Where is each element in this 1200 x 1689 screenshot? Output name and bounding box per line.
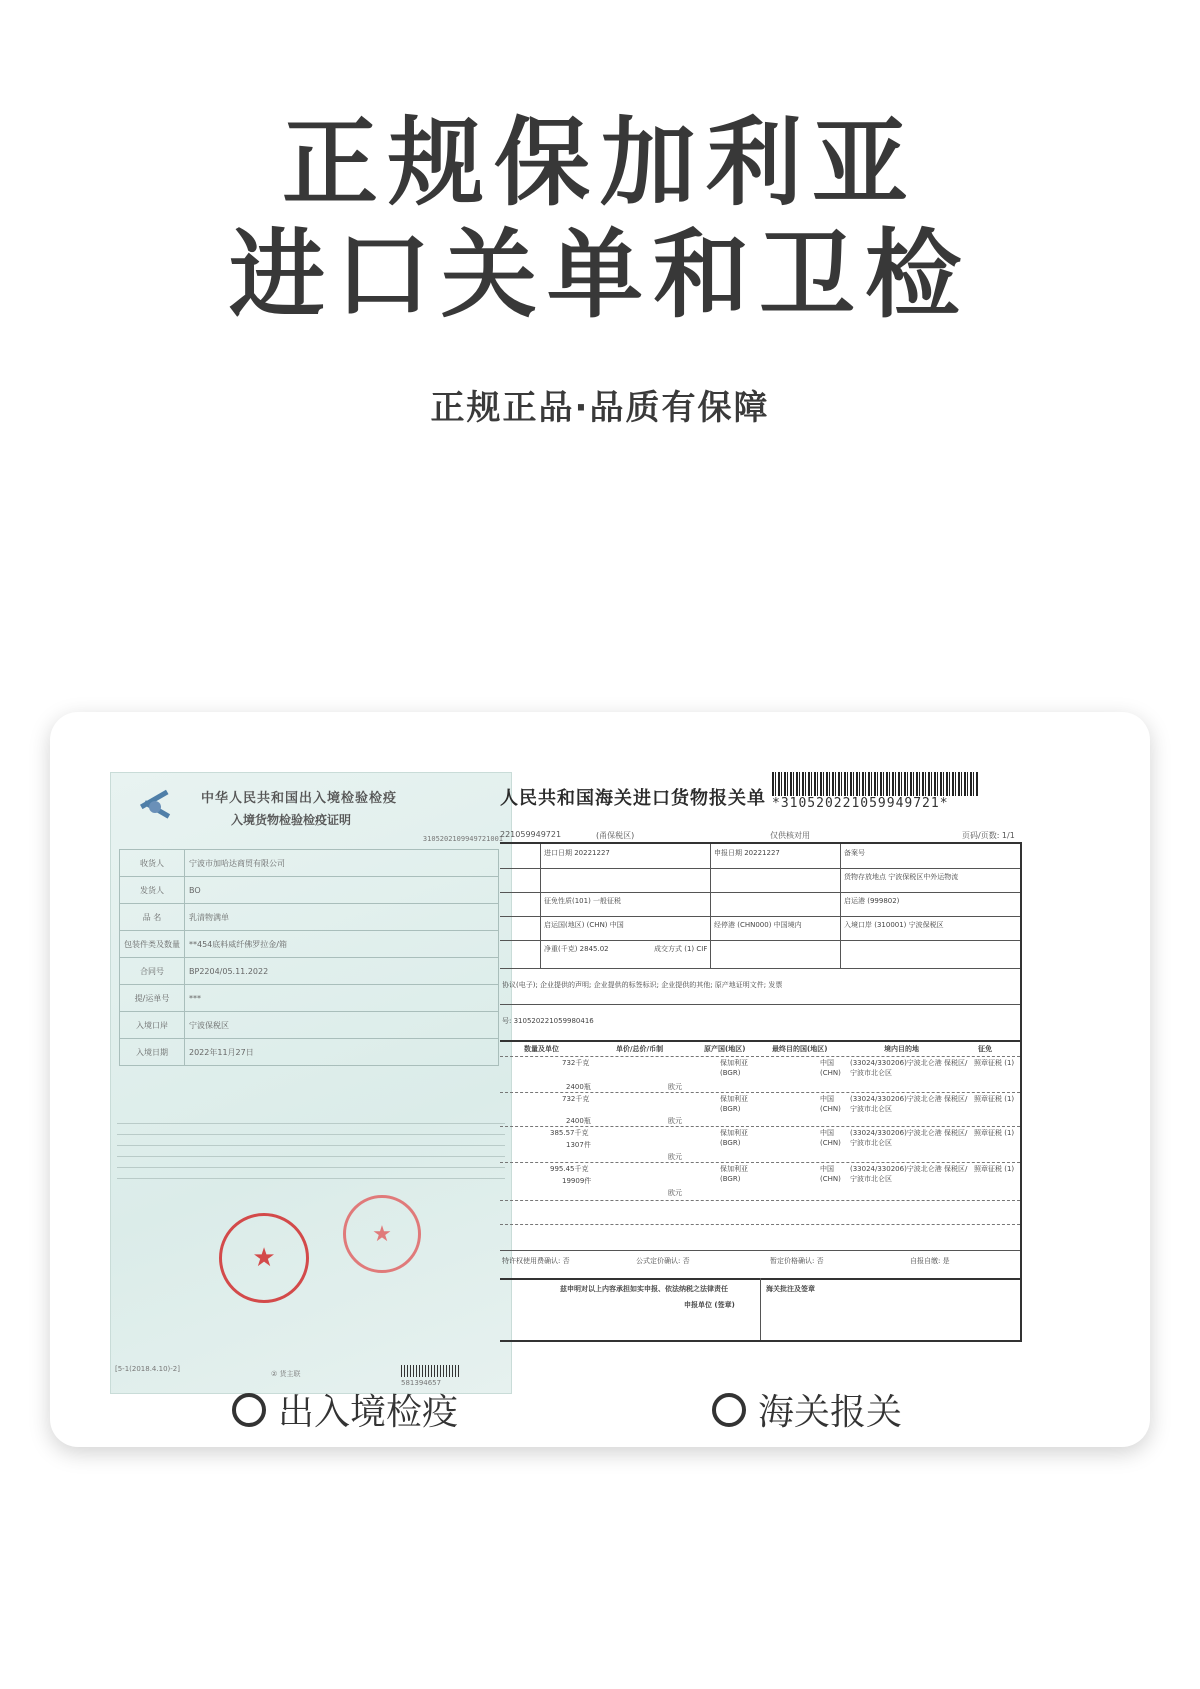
page-title-line2: 进口关单和卫检 xyxy=(229,219,971,331)
certificate-subheading: 入境货物检验检疫证明 xyxy=(231,813,352,827)
customs-declaration xyxy=(500,772,1130,1402)
table-row: 发货人 BO xyxy=(120,877,499,904)
barcode-icon xyxy=(401,1365,461,1377)
certificate-heading: 中华人民共和国出入境检验检疫 xyxy=(201,791,398,806)
tag-customs-label: 海关报关 xyxy=(758,1392,903,1433)
tag-inspection-label: 出入境检疫 xyxy=(278,1392,459,1433)
barcode-icon xyxy=(772,772,978,796)
inspection-certificate xyxy=(110,772,512,1394)
declaration-barcode-text: *310520221059949721* xyxy=(772,796,949,811)
declaration-page: 页码/页数: 1/1 xyxy=(962,831,1015,840)
tag-customs xyxy=(712,1384,902,1435)
certificate-form-code: [5-1(2018.4.10)-2] xyxy=(115,1365,180,1373)
declaration-title: 人民共和国海关进口货物报关单 xyxy=(500,788,766,809)
inspection-emblem-icon xyxy=(133,783,177,827)
certificate-detail-lines xyxy=(117,1113,505,1189)
table-row: 入境日期 2022年11月27日 xyxy=(120,1039,499,1066)
table-row: 收货人 宁波市加哈达商贸有限公司 xyxy=(120,850,499,877)
certificate-table xyxy=(119,849,499,1066)
red-seal-icon: ★ xyxy=(219,1213,309,1303)
declaration-form: 进口日期 20221227 申报日期 20221227 备案号 货物存放地点 宁波保税区中外运物流 征免性质(101) 一般征税 启运港 (999802) 启运国(地区) (CHN) 中国 经停港 (CHN000) 中国境内 入境口岸 (310001) 宁波保税区 净重(千克) 2845.02 成交方式 (1) CIF 协议(电子); 企业提供的声明; 企业提供的标签标识; 企业提供的其他; 原产地证明文件; 发票 号: 310520221059980416 数量及单位 单价/总价/币制 原产国(地区) 最终目的国(地区) 境内目的地 征免 732千克 2400瓶 欧元 保加利亚 (BGR) 中国 (CHN) (33024/330206)宁波北仑港 保税区/宁波市北仑区 照章征税 (1) 732千克 2400瓶 欧元 保加利亚 (BGR) 中国 (CHN) (33024/330206)宁波北仑港 保税区/宁波市北仑区 照章征税 (1) 385.57千克 1307件 欧元 保加利亚 (BGR) 中国 (CHN) (33024/330206)宁波北仑港 保税区/宁波市北仑区 照章征税 (1) 995.45千克 19909件 欧元 保加利亚 (BGR) 中国 (CHN) (33024/330206)宁波北仑港 保税区/宁波市北仑区 照章征税 (1) 特许权使用费确认: 否 公式定价确认: 否 暂定价格确认: 否 自报自缴: 是 兹申明对以上内容承担如实申报、依法纳税之法律责任 申报单位 (签章) 海关批注及签章 xyxy=(500,842,1022,1342)
table-row: 入境口岸 宁波保税区 xyxy=(120,1012,499,1039)
red-seal-icon: ★ xyxy=(343,1195,421,1273)
page-title-line1: 正规保加利亚 xyxy=(282,107,918,219)
page-subtitle: 正规正品·品质有保障 xyxy=(430,388,770,428)
table-row: 提/运单号 *** xyxy=(120,985,499,1012)
certificate-number: 3105202109949721001 xyxy=(422,835,503,843)
table-row: 包装件类及数量 **454底料威纤佛罗拉金/箱 xyxy=(120,931,499,958)
declaration-number: 221059949721 xyxy=(500,830,562,839)
certificate-copy-label: ② 货主联 xyxy=(271,1370,301,1378)
declaration-copy-note: 仅供核对用 xyxy=(770,831,810,840)
tag-inspection xyxy=(232,1384,458,1435)
certificate-barcode-number: 581394657 xyxy=(401,1379,442,1387)
declaration-area: (甬保税区) xyxy=(596,831,635,840)
table-row: 品 名 乳清物满单 xyxy=(120,904,499,931)
table-row: 合同号 BP2204/05.11.2022 xyxy=(120,958,499,985)
documents-card xyxy=(50,712,1150,1447)
circle-icon xyxy=(232,1393,266,1427)
circle-icon xyxy=(712,1393,746,1427)
